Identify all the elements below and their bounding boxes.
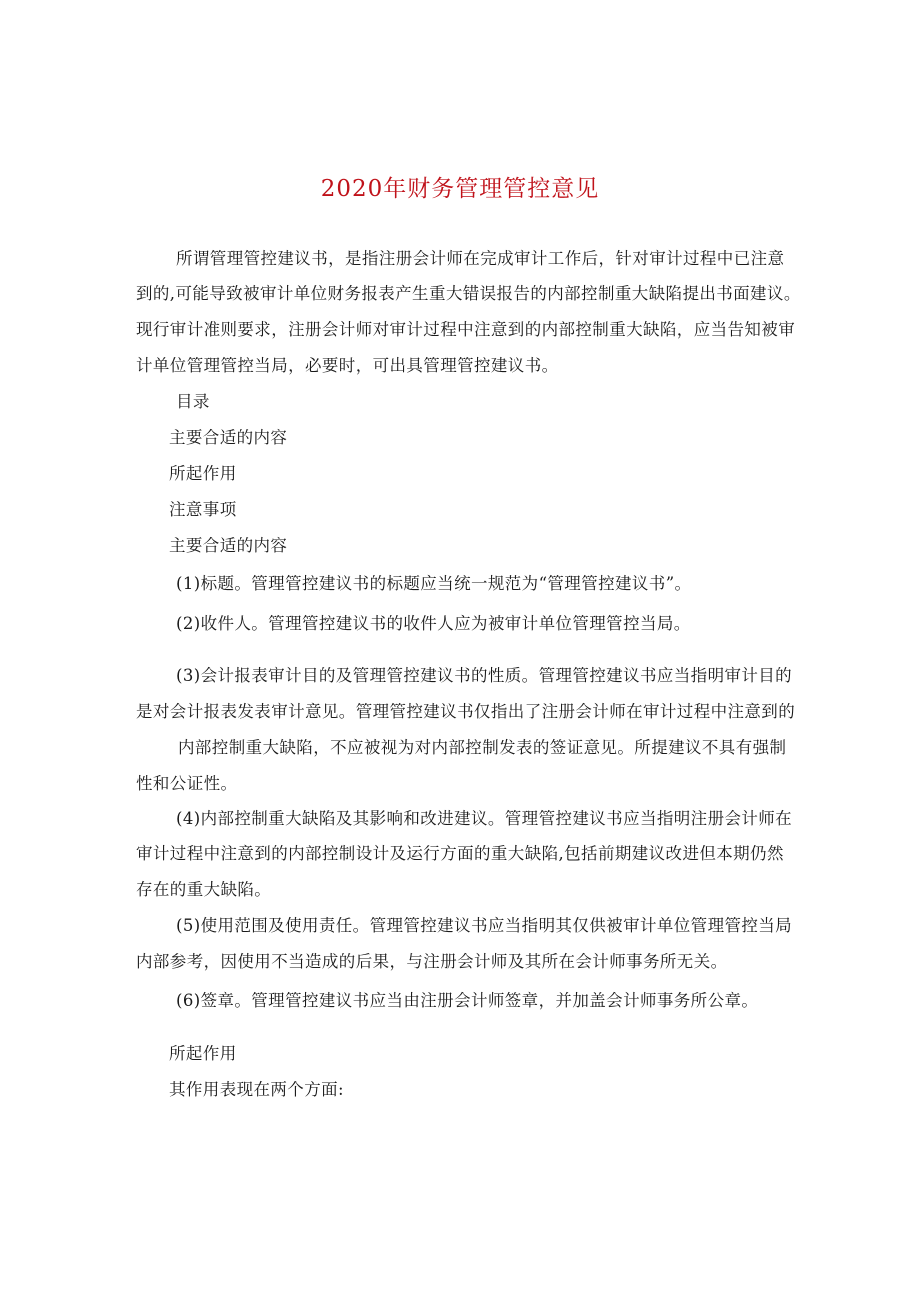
toc-item-notes: 注意事项 (169, 500, 237, 519)
item-4-line-3: 存在的重大缺陷。 (136, 880, 272, 899)
item-3-line-2: 是对会计报表发表审计意见。管理管控建议书仅指出了注册会计师在审计过程中注意到的 (136, 702, 796, 721)
section-heading-function: 所起作用 (169, 1044, 237, 1063)
toc-heading: 目录 (176, 392, 210, 411)
toc-item-content: 主要合适的内容 (169, 428, 288, 447)
section-heading-content: 主要合适的内容 (169, 536, 288, 555)
intro-line-1: 所谓管理管控建议书，是指注册会计师在完成审计工作后，针对审计过程中已注意 (176, 249, 785, 268)
function-intro: 其作用表现在两个方面: (169, 1080, 344, 1099)
item-4-line-1: (4)内部控制重大缺陷及其影响和改进建议。管理管控建议书应当指明注册会计师在 (176, 809, 793, 828)
item-3-line-3: 内部控制重大缺陷，不应被视为对内部控制发表的签证意见。所提建议不具有强制 (178, 738, 787, 757)
item-4-line-2: 审计过程中注意到的内部控制设计及运行方面的重大缺陷,包括前期建议改进但本期仍然 (136, 844, 784, 863)
toc-item-function: 所起作用 (169, 464, 237, 483)
item-2-recipient: (2)收件人。管理管控建议书的收件人应为被审计单位管理管控当局。 (176, 614, 691, 633)
intro-line-2: 到的,可能导致被审计单位财务报表产生重大错误报告的内部控制重大缺陷提出书面建议。 (136, 284, 801, 303)
intro-line-4: 计单位管理管控当局，必要时，可出具管理管控建议书。 (136, 356, 559, 375)
item-5-line-2: 内部参考，因使用不当造成的后果，与注册会计师及其所在会计师事务所无关。 (136, 952, 728, 971)
intro-line-3: 现行审计准则要求，注册会计师对审计过程中注意到的内部控制重大缺陷，应当告知被审 (136, 320, 796, 339)
item-3-line-1: (3)会计报表审计目的及管理管控建议书的性质。管理管控建议书应当指明审计目的 (176, 666, 793, 685)
item-6-signature: (6)签章。管理管控建议书应当由注册会计师签章，并加盖会计师事务所公章。 (176, 991, 759, 1010)
item-3-line-4: 性和公证性。 (136, 774, 238, 793)
item-1-title: (1)标题。管理管控建议书的标题应当统一规范为“管理管控建议书”。 (176, 574, 692, 593)
document-title: 2020年财务管理管控意见 (320, 176, 600, 202)
item-5-line-1: (5)使用范围及使用责任。管理管控建议书应当指明其仅供被审计单位管理管控当局 (176, 916, 793, 935)
